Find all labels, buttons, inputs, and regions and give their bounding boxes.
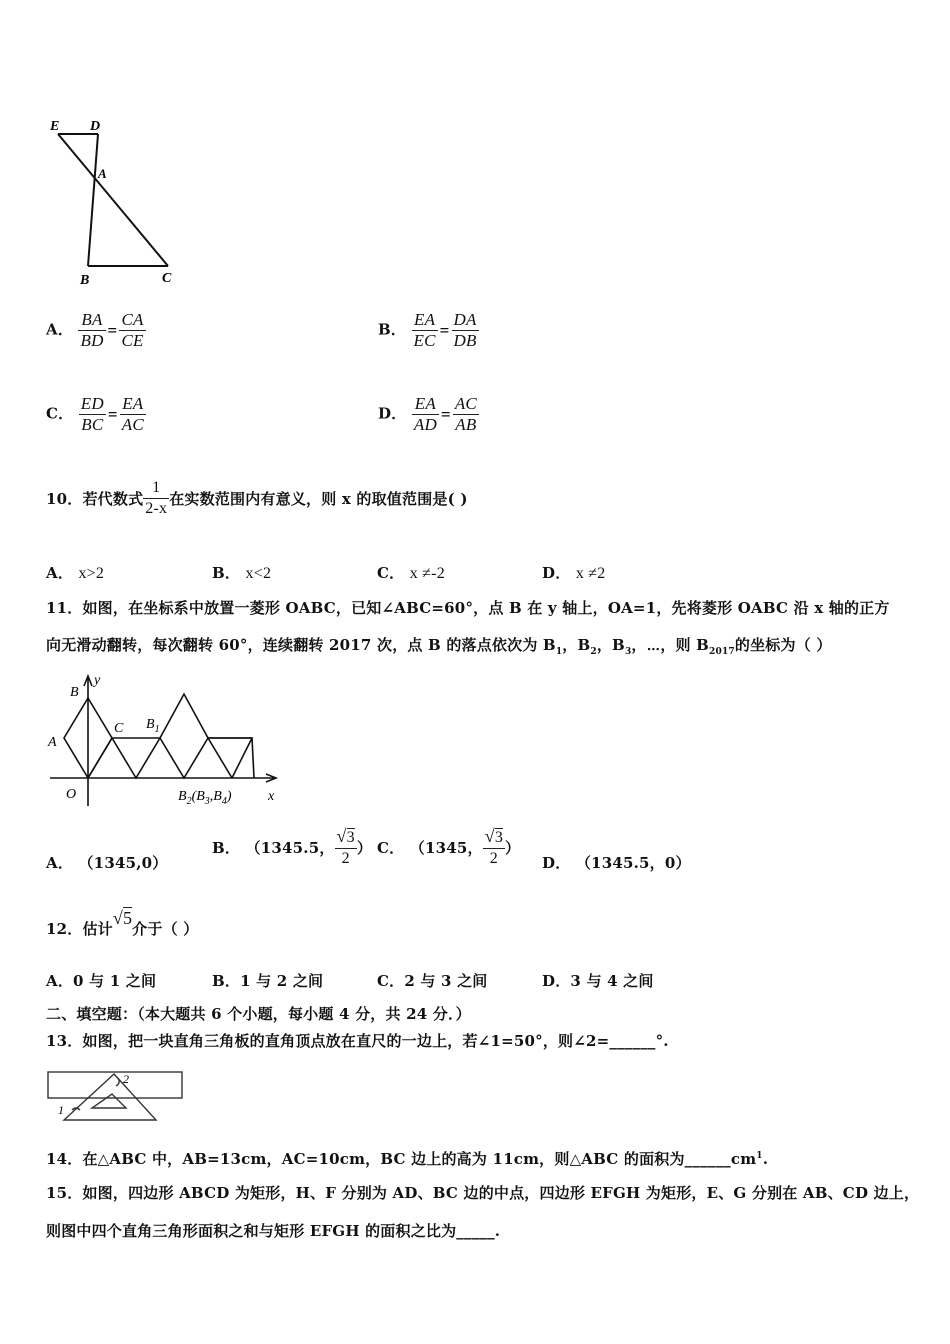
q13-angle-1: 1 [58,1103,64,1117]
fig11-label-y: y [94,673,101,688]
fig11-label-x: x [268,789,275,804]
q9-option-c: C． $\frac{ED}{BC}$ = $\frac{EA}{AC}$ [46,394,144,434]
q12-option-a: A．0 与 1 之间 [46,972,157,990]
fig11-label-o: O [66,787,77,802]
q10-option-b: B． x<2 [212,564,272,582]
label-e: E [50,119,60,134]
q12-option-b: B．1 与 2 之间 [212,972,324,990]
q15-line2: 则图中四个直角三角形面积之和与矩形 EFGH 的面积之比为_____. [46,1222,501,1240]
q11-figure [44,670,294,815]
q13-figure [44,1066,188,1128]
q9-figure [44,112,194,292]
q10-option-d: D． x ≠2 [542,564,606,582]
q14-question: 14．在△ABC 中，AB=13cm，AC=10cm，BC 边上的高为 11cm，则△ABC 的面积为$\_\_\_\_\_\_cm^1$. [46,1150,769,1168]
fig11-label-a: A [48,735,57,750]
q12-option-c: C．2 与 3 之间 [377,972,488,990]
q15-line1: 15．如图，四边形 ABCD 为矩形，H、F 分别为 AD、BC 边的中点，四边形 EFGH 为矩形，E、G 分别在 AB、CD 边上， [46,1184,920,1202]
q11-option-b: B． （1345.5， $\frac{√3}{2}$ ） [212,826,373,867]
fig11-label-c: C [114,721,124,736]
section-heading: 二、填空题：（本大题共 6 个小题，每小题 4 分，共 24 分．） [46,1005,471,1023]
q10-question: 10．若代数式 $\frac{1}{2-x}$ 在实数范围内有意义，则 x 的取值范围是( ) [46,479,468,517]
fig11-label-b1: $B_1$ [146,717,160,735]
q10-option-c: C． x ≠-2 [377,564,445,582]
q10-option-a: A． x>2 [46,564,105,582]
label-a: A [98,166,107,181]
q11-option-a: A． （1345,0） [46,854,168,872]
fig11-label-b: B [70,685,79,700]
label-b: B [80,273,90,288]
q13-angle-2: 2 [123,1072,129,1086]
q11-option-c: C． （1345， $\frac{√3}{2}$ ） [377,826,521,867]
q12-question: 12．估计√5介于（ ） [46,908,199,938]
q12-option-d: D．3 与 4 之间 [542,972,654,990]
q11-option-d: D． （1345.5，0） [542,854,691,872]
q9-option-d: D． $\frac{EA}{AD}$ = $\frac{AC}{AB}$ [378,394,477,434]
q11-line1: 11．如图，在坐标系中放置一菱形 OABC，已知∠ABC=60°，点 B 在 y 轴上，OA=1，先将菱形 OABC 沿 x 轴的正方 [46,599,890,617]
q9-option-a: A． $\frac{BA}{BD}$ = $\frac{CA}{CE}$ [46,310,144,350]
label-c: C [162,271,172,286]
q11-line2: 向无滑动翻转，每次翻转 60°，连续翻转 2017 次，点 B 的落点依次为 $B_1$，$B_2$，$B_3$，⋯，则 $B_{2017}$的坐标为（ ） [46,636,832,657]
fig11-label-b2b3b4: $B_2(B_3,B_4)$ [178,789,232,807]
label-d: D [90,119,101,134]
q9-option-b: B． $\frac{EA}{EC}$ = $\frac{DA}{DB}$ [378,310,477,350]
q13-question: 13．如图，把一块直角三角板的直角顶点放在直尺的一边上，若∠1=50°，则∠2=______°. [46,1032,669,1050]
